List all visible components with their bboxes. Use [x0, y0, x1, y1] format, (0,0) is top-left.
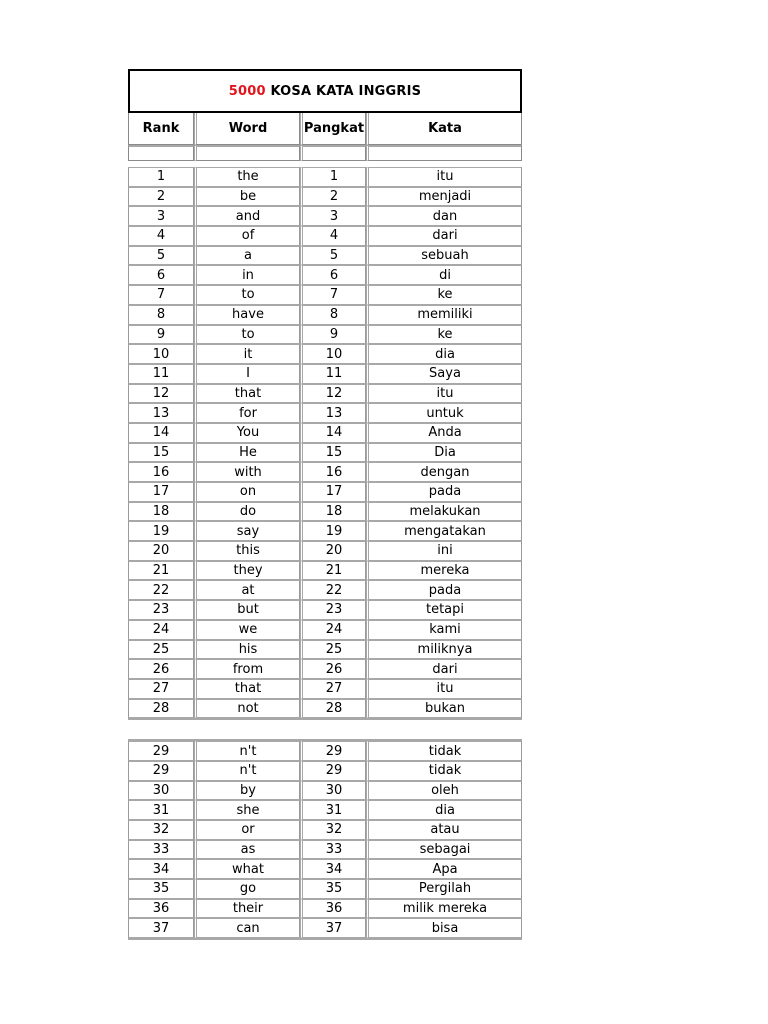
- rank-cell: 35: [128, 879, 194, 899]
- rank-cell: 33: [128, 840, 194, 860]
- word-cell: a: [194, 246, 300, 266]
- pangkat-cell: 8: [300, 305, 366, 325]
- word-cell: as: [194, 840, 300, 860]
- rank-cell: 31: [128, 800, 194, 820]
- blank-cell: [366, 145, 522, 161]
- kata-cell: atau: [366, 820, 522, 840]
- title-text: KOSA KATA INGGRIS: [270, 83, 422, 99]
- word-cell: n't: [194, 741, 300, 761]
- rank-cell: 19: [128, 521, 194, 541]
- rank-cell: 8: [128, 305, 194, 325]
- title-number: 5000: [228, 83, 266, 99]
- pangkat-cell: 36: [300, 899, 366, 919]
- pangkat-cell: 19: [300, 521, 366, 541]
- pangkat-cell: 15: [300, 443, 366, 463]
- word-cell: from: [194, 659, 300, 679]
- table-row: [128, 462, 522, 482]
- kata-cell: mengatakan: [366, 521, 522, 541]
- rank-cell: 25: [128, 640, 194, 660]
- table-row: [128, 561, 522, 581]
- table-row: [128, 781, 522, 801]
- pangkat-cell: 25: [300, 640, 366, 660]
- rank-cell: 22: [128, 580, 194, 600]
- pangkat-cell: 16: [300, 462, 366, 482]
- kata-cell: melakukan: [366, 502, 522, 522]
- word-cell: this: [194, 541, 300, 561]
- kata-cell: dan: [366, 206, 522, 226]
- kata-cell: Saya: [366, 364, 522, 384]
- pangkat-cell: 7: [300, 285, 366, 305]
- header-word: Word: [194, 113, 300, 145]
- table-row: [128, 800, 522, 820]
- pangkat-cell: 18: [300, 502, 366, 522]
- kata-cell: tetapi: [366, 600, 522, 620]
- kata-cell: ke: [366, 325, 522, 345]
- table-row: [128, 879, 522, 899]
- pangkat-cell: 34: [300, 859, 366, 879]
- rank-cell: 29: [128, 741, 194, 761]
- kata-cell: ini: [366, 541, 522, 561]
- pangkat-cell: 27: [300, 679, 366, 699]
- table-row: [128, 620, 522, 640]
- kata-cell: tidak: [366, 741, 522, 761]
- kata-cell: bisa: [366, 918, 522, 938]
- rank-cell: 2: [128, 187, 194, 207]
- word-cell: do: [194, 502, 300, 522]
- rank-cell: 37: [128, 918, 194, 938]
- word-cell: at: [194, 580, 300, 600]
- rank-cell: 16: [128, 462, 194, 482]
- pangkat-cell: 26: [300, 659, 366, 679]
- rank-cell: 6: [128, 265, 194, 285]
- table-row: [128, 384, 522, 404]
- kata-cell: pada: [366, 580, 522, 600]
- table-row: [128, 659, 522, 679]
- pangkat-cell: 13: [300, 403, 366, 423]
- rank-cell: 32: [128, 820, 194, 840]
- rank-cell: 10: [128, 344, 194, 364]
- word-cell: not: [194, 699, 300, 719]
- kata-cell: dia: [366, 800, 522, 820]
- rank-cell: 14: [128, 423, 194, 443]
- word-cell: He: [194, 443, 300, 463]
- pangkat-cell: 37: [300, 918, 366, 938]
- header-kata: Kata: [366, 113, 522, 145]
- word-cell: his: [194, 640, 300, 660]
- table-row: [128, 246, 522, 266]
- word-cell: n't: [194, 761, 300, 781]
- pangkat-cell: 23: [300, 600, 366, 620]
- rows-block-2: [128, 739, 522, 940]
- kata-cell: miliknya: [366, 640, 522, 660]
- word-cell: we: [194, 620, 300, 640]
- table-row: [128, 541, 522, 561]
- word-cell: the: [194, 167, 300, 187]
- pangkat-cell: 6: [300, 265, 366, 285]
- kata-cell: sebagai: [366, 840, 522, 860]
- word-cell: it: [194, 344, 300, 364]
- table-row: [128, 344, 522, 364]
- table-row: [128, 580, 522, 600]
- kata-cell: Pergilah: [366, 879, 522, 899]
- kata-cell: kami: [366, 620, 522, 640]
- rank-cell: 29: [128, 761, 194, 781]
- pangkat-cell: 1: [300, 167, 366, 187]
- table-row: [128, 206, 522, 226]
- kata-cell: itu: [366, 679, 522, 699]
- rank-cell: 24: [128, 620, 194, 640]
- rank-cell: 7: [128, 285, 194, 305]
- rank-cell: 36: [128, 899, 194, 919]
- pangkat-cell: 29: [300, 761, 366, 781]
- kata-cell: memiliki: [366, 305, 522, 325]
- table-row: [128, 364, 522, 384]
- word-cell: on: [194, 482, 300, 502]
- pangkat-cell: 12: [300, 384, 366, 404]
- rank-cell: 34: [128, 859, 194, 879]
- rank-cell: 5: [128, 246, 194, 266]
- kata-cell: mereka: [366, 561, 522, 581]
- pangkat-cell: 11: [300, 364, 366, 384]
- word-cell: I: [194, 364, 300, 384]
- kata-cell: dia: [366, 344, 522, 364]
- kata-cell: itu: [366, 167, 522, 187]
- kata-cell: Apa: [366, 859, 522, 879]
- pangkat-cell: 3: [300, 206, 366, 226]
- table-row: [128, 918, 522, 938]
- table-row: [128, 265, 522, 285]
- word-cell: that: [194, 679, 300, 699]
- pangkat-cell: 5: [300, 246, 366, 266]
- kata-cell: dengan: [366, 462, 522, 482]
- table-row: [128, 285, 522, 305]
- rank-cell: 12: [128, 384, 194, 404]
- word-cell: for: [194, 403, 300, 423]
- blank-row: [128, 145, 522, 161]
- table-row: [128, 899, 522, 919]
- rank-cell: 28: [128, 699, 194, 719]
- kata-cell: ke: [366, 285, 522, 305]
- word-cell: can: [194, 918, 300, 938]
- pangkat-cell: 2: [300, 187, 366, 207]
- table-row: [128, 600, 522, 620]
- pangkat-cell: 31: [300, 800, 366, 820]
- rank-cell: 27: [128, 679, 194, 699]
- pangkat-cell: 21: [300, 561, 366, 581]
- word-cell: in: [194, 265, 300, 285]
- blank-cell: [300, 145, 366, 161]
- rows-block-1: [128, 167, 522, 720]
- rank-cell: 18: [128, 502, 194, 522]
- table-row: [128, 820, 522, 840]
- rank-cell: 30: [128, 781, 194, 801]
- table-row: [128, 640, 522, 660]
- kata-cell: dari: [366, 659, 522, 679]
- rank-cell: 9: [128, 325, 194, 345]
- word-cell: to: [194, 285, 300, 305]
- table-row: [128, 482, 522, 502]
- word-cell: what: [194, 859, 300, 879]
- word-cell: that: [194, 384, 300, 404]
- kata-cell: sebuah: [366, 246, 522, 266]
- header-row: [128, 113, 522, 145]
- word-cell: You: [194, 423, 300, 443]
- word-cell: by: [194, 781, 300, 801]
- table-row: [128, 521, 522, 541]
- word-cell: they: [194, 561, 300, 581]
- spacer: [128, 720, 522, 739]
- table-row: [128, 443, 522, 463]
- table-row: [128, 502, 522, 522]
- table-row: [128, 840, 522, 860]
- table-row: [128, 226, 522, 246]
- rank-cell: 11: [128, 364, 194, 384]
- pangkat-cell: 4: [300, 226, 366, 246]
- kata-cell: itu: [366, 384, 522, 404]
- table-row: [128, 403, 522, 423]
- blank-cell: [128, 145, 194, 161]
- word-cell: their: [194, 899, 300, 919]
- table-title: [128, 69, 522, 113]
- kata-cell: milik mereka: [366, 899, 522, 919]
- pangkat-cell: 30: [300, 781, 366, 801]
- header-pangkat: Pangkat: [300, 113, 366, 145]
- rank-cell: 17: [128, 482, 194, 502]
- pangkat-cell: 22: [300, 580, 366, 600]
- pangkat-cell: 29: [300, 741, 366, 761]
- table-row: [128, 167, 522, 187]
- word-cell: of: [194, 226, 300, 246]
- word-cell: say: [194, 521, 300, 541]
- table-row: [128, 423, 522, 443]
- table-row: [128, 325, 522, 345]
- kata-cell: dari: [366, 226, 522, 246]
- kata-cell: di: [366, 265, 522, 285]
- word-cell: be: [194, 187, 300, 207]
- blank-cell: [194, 145, 300, 161]
- word-cell: go: [194, 879, 300, 899]
- kata-cell: untuk: [366, 403, 522, 423]
- rank-cell: 15: [128, 443, 194, 463]
- kata-cell: tidak: [366, 761, 522, 781]
- table-row: [128, 859, 522, 879]
- pangkat-cell: 17: [300, 482, 366, 502]
- table-row: [128, 741, 522, 761]
- kata-cell: pada: [366, 482, 522, 502]
- pangkat-cell: 35: [300, 879, 366, 899]
- rank-cell: 4: [128, 226, 194, 246]
- rank-cell: 13: [128, 403, 194, 423]
- rank-cell: 23: [128, 600, 194, 620]
- kata-cell: Dia: [366, 443, 522, 463]
- word-cell: with: [194, 462, 300, 482]
- pangkat-cell: 14: [300, 423, 366, 443]
- pangkat-cell: 20: [300, 541, 366, 561]
- rank-cell: 20: [128, 541, 194, 561]
- table-row: [128, 305, 522, 325]
- pangkat-cell: 33: [300, 840, 366, 860]
- rank-cell: 21: [128, 561, 194, 581]
- word-cell: to: [194, 325, 300, 345]
- pangkat-cell: 28: [300, 699, 366, 719]
- pangkat-cell: 32: [300, 820, 366, 840]
- table-row: [128, 761, 522, 781]
- kata-cell: Anda: [366, 423, 522, 443]
- table-row: [128, 679, 522, 699]
- pangkat-cell: 10: [300, 344, 366, 364]
- vocabulary-table: [128, 69, 522, 940]
- rank-cell: 26: [128, 659, 194, 679]
- table-row: [128, 699, 522, 719]
- word-cell: she: [194, 800, 300, 820]
- word-cell: and: [194, 206, 300, 226]
- word-cell: or: [194, 820, 300, 840]
- pangkat-cell: 24: [300, 620, 366, 640]
- word-cell: have: [194, 305, 300, 325]
- header-rank: Rank: [128, 113, 194, 145]
- kata-cell: oleh: [366, 781, 522, 801]
- table-row: [128, 187, 522, 207]
- word-cell: but: [194, 600, 300, 620]
- rank-cell: 3: [128, 206, 194, 226]
- kata-cell: menjadi: [366, 187, 522, 207]
- kata-cell: bukan: [366, 699, 522, 719]
- rank-cell: 1: [128, 167, 194, 187]
- pangkat-cell: 9: [300, 325, 366, 345]
